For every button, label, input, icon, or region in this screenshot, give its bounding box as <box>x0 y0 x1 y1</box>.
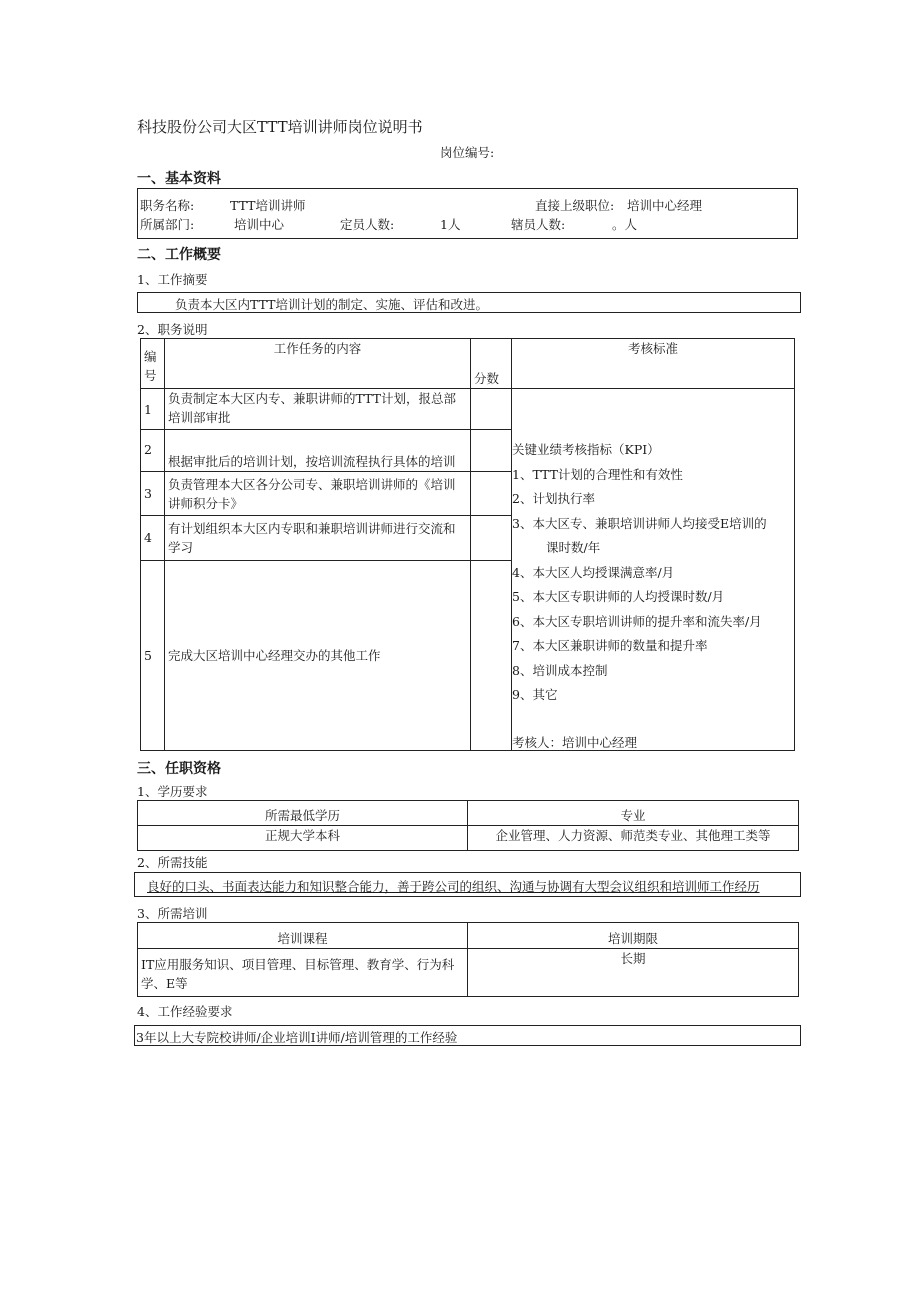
kpi-item-1: 1、TTT计划的合理性和有效性 <box>512 467 683 482</box>
experience-box <box>134 1025 801 1046</box>
header-no-line2: 号 <box>144 368 157 383</box>
kpi-title: 关键业绩考核指标（KPI） <box>512 442 660 457</box>
task-score <box>471 430 512 472</box>
training-header-course: 培训课程 <box>138 923 468 949</box>
task-no: 5 <box>141 560 165 750</box>
work-summary-text: 负责本大区内TTT培训计划的制定、实施、评估和改进。 <box>175 297 488 312</box>
training-course-value: IT应用服务知识、项目管理、目标管理、教育学、行为科学、E等 <box>138 949 468 997</box>
task-text: 根据审批后的培训计划，按培训流程执行具体的培训 <box>165 430 471 472</box>
job-name-value: TTT培训讲师 <box>230 198 306 213</box>
assessor: 考核人：培训中心经理 <box>512 735 638 750</box>
training-table <box>137 922 799 997</box>
kpi-cell <box>512 389 795 751</box>
document-title: 科技股份公司大区TTT培训讲师岗位说明书 <box>137 118 423 136</box>
dept-value: 培训中心 <box>234 217 285 232</box>
section-work-summary-heading: 二、工作概要 <box>137 247 221 263</box>
superior-value: 培训中心经理 <box>627 198 703 213</box>
edu-header-min: 所需最低学历 <box>138 801 468 826</box>
task-score <box>471 389 512 430</box>
subordinate-label: 辖员人数: <box>511 217 566 232</box>
kpi-item-8: 8、培训成本控制 <box>512 663 608 678</box>
task-text: 有计划组织本大区内专职和兼职培训讲师进行交流和学习 <box>165 515 471 560</box>
task-score <box>471 560 512 750</box>
header-no <box>141 339 165 389</box>
headcount-value: 1人 <box>440 217 461 232</box>
kpi-item-4: 4、本大区人均授课满意率/月 <box>512 565 675 580</box>
task-no: 1 <box>141 389 165 430</box>
task-no: 2 <box>141 430 165 472</box>
subordinate-value: 。人 <box>612 217 638 232</box>
basic-info-box <box>137 188 798 239</box>
header-no-line1: 编 <box>144 349 157 364</box>
task-text: 负责制定本大区内专、兼职讲师的TTT计划，报总部培训部审批 <box>165 389 471 430</box>
table-row <box>141 389 795 430</box>
education-subheading: 1、学历要求 <box>137 784 208 799</box>
table-row <box>138 826 799 851</box>
dept-label: 所属部门: <box>140 217 195 232</box>
training-header-period: 培训期限 <box>468 923 799 949</box>
table-row <box>138 949 799 997</box>
kpi-item-3: 3、本大区专、兼职培训讲师人均接受E培训的 <box>512 516 767 531</box>
duty-table <box>140 338 795 751</box>
skill-subheading: 2、所需技能 <box>137 855 208 870</box>
task-no: 3 <box>141 472 165 515</box>
edu-major-value: 企业管理、人力资源、师范类专业、其他理工类等 <box>468 826 799 851</box>
kpi-item-7: 7、本大区兼职讲师的数量和提升率 <box>512 638 708 653</box>
job-name-label: 职务名称: <box>140 198 195 213</box>
task-score <box>471 472 512 515</box>
header-standard: 考核标准 <box>512 339 795 389</box>
section-qualification-heading: 三、任职资格 <box>137 761 221 777</box>
kpi-item-5: 5、本大区专职讲师的人均授课时数/月 <box>512 589 725 604</box>
kpi-item-9: 9、其它 <box>512 687 558 702</box>
skill-box <box>134 872 801 897</box>
headcount-label: 定员人数: <box>340 217 395 232</box>
task-text: 负责管理本大区各分公司专、兼职培训讲师的《培训讲师积分卡》 <box>165 472 471 515</box>
kpi-item-3-cont: 课时数/年 <box>546 540 601 555</box>
task-no: 4 <box>141 515 165 560</box>
duty-subheading: 2、职务说明 <box>137 322 208 337</box>
header-task: 工作任务的内容 <box>165 339 471 389</box>
training-period-value: 长期 <box>468 949 799 997</box>
edu-header-major: 专业 <box>468 801 799 826</box>
header-score: 分数 <box>471 339 512 389</box>
experience-subheading: 4、工作经验要求 <box>137 1004 233 1019</box>
work-summary-box <box>137 292 801 313</box>
training-subheading: 3、所需培训 <box>137 906 208 921</box>
education-table <box>137 800 799 851</box>
post-number-label: 岗位编号: <box>440 145 495 160</box>
work-summary-subheading: 1、工作摘要 <box>137 272 208 287</box>
task-text: 完成大区培训中心经理交办的其他工作 <box>165 560 471 750</box>
section-basic-info-heading: 一、基本资料 <box>137 171 221 187</box>
kpi-item-6: 6、本大区专职培训讲师的提升率和流失率/月 <box>512 614 762 629</box>
superior-label: 直接上级职位: <box>535 198 615 213</box>
kpi-item-2: 2、计划执行率 <box>512 491 595 506</box>
skill-text: 良好的口头、书面表达能力和知识整合能力，善于跨公司的组织、沟通与协调有大型会议组织和培训师工作经历 <box>147 879 760 894</box>
task-score <box>471 515 512 560</box>
experience-text: 3年以上大专院校讲师/企业培训I讲师/培训管理的工作经验 <box>136 1030 458 1045</box>
edu-min-value: 正规大学本科 <box>138 826 468 851</box>
